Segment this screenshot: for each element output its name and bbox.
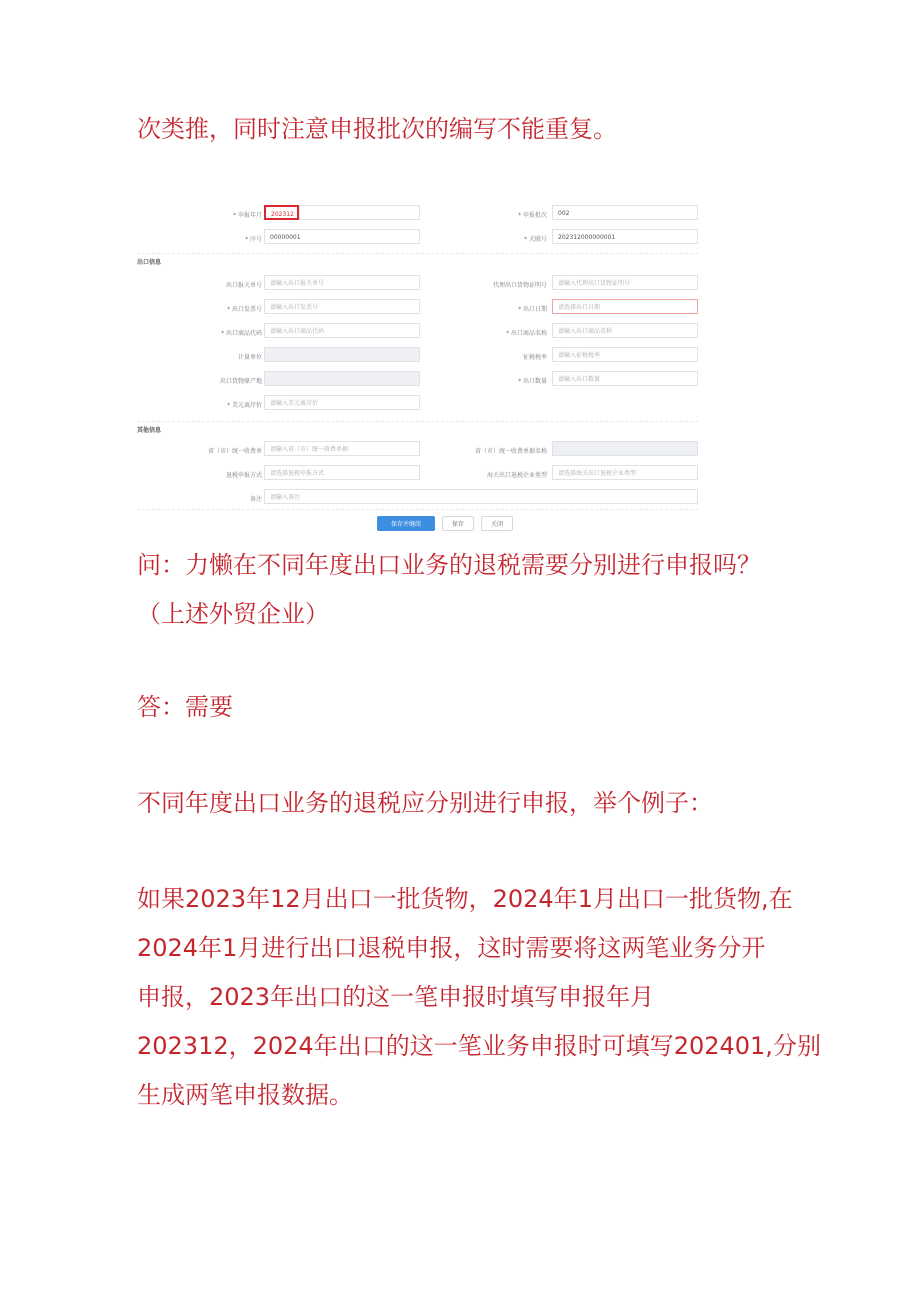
bill2-label: 省（市）统一收费单据名称 — [474, 448, 547, 455]
year-month-field[interactable]: 202312 — [264, 205, 299, 220]
explanation-paragraph: 不同年度出口业务的退税应分别进行申报，举个例子： — [137, 789, 713, 817]
origin-label: 出口货物原产地 — [219, 378, 262, 385]
batch-label: * 申报批次 — [518, 212, 547, 219]
remark-label: 备注 — [249, 496, 262, 503]
close-button[interactable]: 关闭 — [481, 516, 513, 531]
origin-input[interactable] — [264, 371, 420, 386]
rate-input[interactable]: 请输入征税税率 — [552, 347, 698, 362]
divider — [137, 421, 698, 422]
rate-label: 征税税率 — [522, 354, 547, 361]
year-month-field-rest[interactable] — [299, 205, 420, 220]
divider — [137, 253, 698, 254]
intro-paragraph: 次类推，同时注意申报批次的编写不能重复。 — [137, 115, 617, 143]
question-line-2: （上述外贸企业） — [137, 600, 329, 628]
method-select[interactable]: 请选择退税申报方式 — [264, 465, 420, 480]
invoice-input[interactable]: 请输入出口发票号 — [264, 299, 420, 314]
batch-field[interactable]: 002 — [552, 205, 698, 220]
year-month-label: * 申报年月 — [233, 212, 262, 219]
proxy-label: 代理出口货物证明号 — [492, 282, 547, 289]
code-label: * 出口商品代码 — [221, 330, 262, 337]
code-input[interactable]: 请输入出口商品代码 — [264, 323, 420, 338]
example-line-5: 生成两笔申报数据。 — [137, 1081, 353, 1109]
embedded-form-screenshot — [137, 201, 698, 535]
name-input[interactable]: 请输入出口商品名称 — [552, 323, 698, 338]
date-label: * 出口日期 — [518, 306, 547, 313]
save-continue-button[interactable]: 保存并继续 — [377, 516, 435, 531]
invoice-label: * 出口发票号 — [227, 306, 262, 313]
date-input[interactable]: 请选择出口日期 — [552, 299, 698, 314]
usd-label: * 美元离岸价 — [227, 402, 262, 409]
unit-label: 计量单位 — [237, 354, 262, 361]
proxy-input[interactable]: 请输入代理出口货物证明号 — [552, 275, 698, 290]
decl-no-input[interactable]: 请输入出口报关单号 — [264, 275, 420, 290]
decl-no-label: 出口报关单号 — [225, 282, 262, 289]
method-label: 退税申报方式 — [225, 472, 262, 479]
bill2-input[interactable] — [552, 441, 698, 456]
bill-input[interactable]: 请输入省（市）统一收费单据 — [264, 441, 420, 456]
example-line-2: 2024年1月进行出口退税申报，这时需要将这两笔业务分开 — [137, 934, 766, 962]
rel-label: * 关联号 — [524, 236, 547, 243]
seq-label: * 序号 — [245, 236, 262, 243]
divider — [137, 509, 698, 510]
other-section-title: 其他信息 — [137, 427, 162, 434]
qty-input[interactable]: 请输入出口数量 — [552, 371, 698, 386]
answer-paragraph: 答：需要 — [137, 693, 233, 721]
export-section-title: 出口信息 — [137, 259, 162, 266]
type-select[interactable]: 请选择海关出口退税企业类型 — [552, 465, 698, 480]
usd-input[interactable]: 请输入美元离岸价 — [264, 395, 420, 410]
bill-label: 省（市）统一收费单 — [207, 448, 262, 455]
name-label: * 出口商品名称 — [506, 330, 547, 337]
example-line-4: 202312，2024年出口的这一笔业务申报时可填写202401,分别 — [137, 1032, 821, 1060]
qty-label: * 出口数量 — [518, 378, 547, 385]
type-label: 海关出口退税企业类型 — [486, 472, 547, 479]
example-line-3: 申报，2023年出口的这一笔申报时填写申报年月 — [137, 983, 655, 1011]
remark-input[interactable]: 请输入备注 — [264, 489, 698, 504]
rel-field[interactable]: 202312000000001 — [552, 229, 698, 244]
save-button[interactable]: 保存 — [442, 516, 474, 531]
example-line-1: 如果2023年12月出口一批货物，2024年1月出口一批货物,在 — [137, 885, 793, 913]
seq-field[interactable]: 00000001 — [264, 229, 420, 244]
unit-input[interactable] — [264, 347, 420, 362]
question-line-1: 问：力懒在不同年度出口业务的退税需要分别进行申报吗？ — [137, 551, 761, 579]
